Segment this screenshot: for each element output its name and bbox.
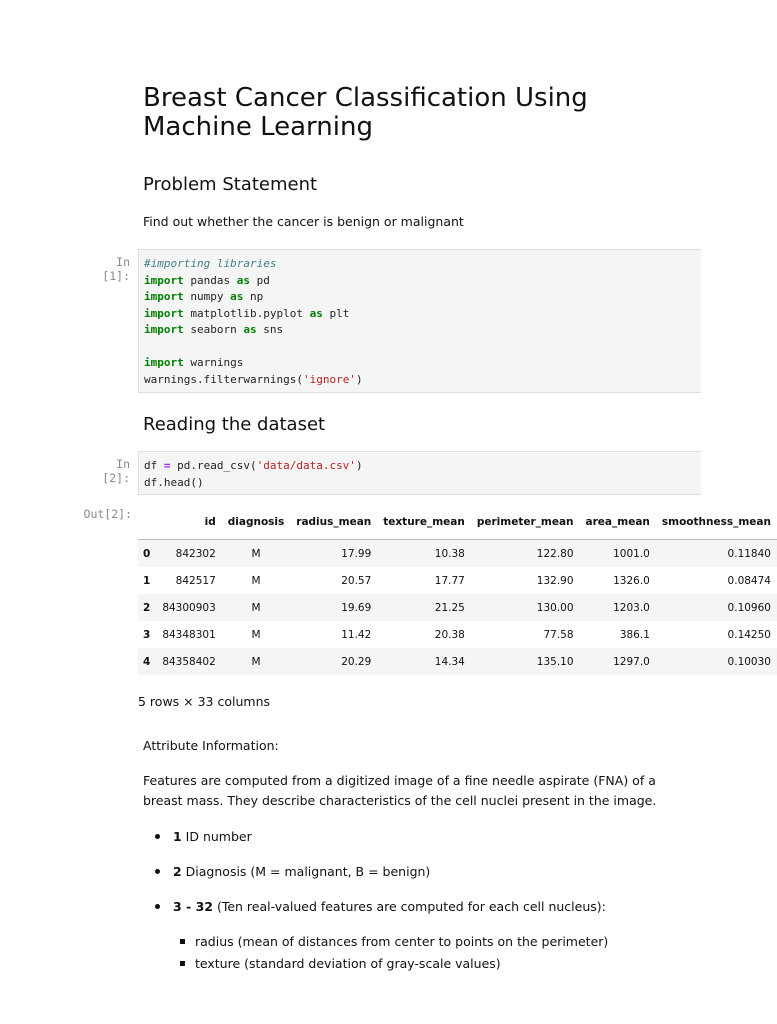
code-text: ) (355, 372, 363, 386)
sub-list-item-text: radius (mean of distances from center to points on the perimeter) (195, 934, 609, 949)
bullet-icon (155, 869, 160, 874)
table-cell: 0.10960 (727, 601, 771, 614)
sub-list-item (143, 931, 723, 953)
table-cell: 10.38 (434, 547, 465, 560)
table-cell: M (251, 601, 261, 614)
code-text: warnings (183, 356, 244, 369)
column-header: radius_mean (296, 516, 372, 528)
table-cell: 842302 (175, 547, 216, 560)
bullet-icon (155, 904, 160, 909)
table-cell: 1326.0 (613, 574, 650, 587)
column-header: diagnosis (227, 516, 285, 528)
code-text: plt (322, 306, 350, 320)
table-cell: 20.57 (341, 574, 372, 587)
list-item-number: 2 (173, 864, 182, 879)
column-header: smoothness_mean (661, 516, 771, 528)
keyword: import (144, 323, 184, 336)
dataframe-output[interactable] (138, 505, 771, 683)
code-text: pd (249, 273, 270, 287)
table-cell: 1297.0 (613, 655, 650, 668)
bullet-icon (155, 834, 160, 839)
table-cell: M (251, 628, 261, 641)
table-cell: 77.58 (543, 628, 574, 641)
table-cell: 122.80 (536, 547, 574, 560)
code-text: warnings.filterwarnings( (144, 372, 303, 386)
list-item-text: Diagnosis (M = malignant, B = benign) (181, 864, 431, 879)
table-cell: 842517 (175, 574, 216, 587)
keyword: as (309, 306, 323, 320)
table-cell: 132.90 (536, 574, 574, 587)
table-cell: M (251, 574, 261, 587)
attribute-list (143, 827, 723, 917)
operator: = (163, 459, 171, 472)
code-text: matplotlib.pyplot (183, 306, 310, 320)
table-cell: M (251, 655, 261, 668)
reading-dataset-heading: Reading the dataset (143, 414, 326, 435)
table-cell: 386.1 (619, 628, 650, 641)
row-index: 3 (143, 628, 151, 641)
table-cell: 135.10 (536, 655, 574, 668)
table-cell: 17.99 (341, 547, 372, 560)
row-index: 4 (143, 655, 151, 668)
table-cell: 84300903 (162, 601, 216, 614)
table-row (138, 621, 777, 648)
code-cell-1[interactable] (138, 249, 701, 393)
table-header-row (138, 505, 777, 540)
list-item-number: 3 - 32 (173, 899, 213, 914)
column-header: id (204, 516, 216, 528)
table-cell: 0.10030 (727, 655, 771, 668)
keyword: import (144, 356, 184, 369)
code-cell-2[interactable] (138, 451, 701, 495)
table-cell: 1001.0 (613, 547, 650, 560)
list-item-number: 1 (173, 829, 182, 844)
keyword: as (236, 273, 250, 287)
table-cell: 84358402 (162, 655, 216, 668)
problem-statement-heading: Problem Statement (143, 174, 318, 195)
table-cell: 1203.0 (613, 601, 650, 614)
sub-list-item-text: texture (standard deviation of gray-scale values) (195, 956, 501, 971)
keyword: as (243, 323, 257, 336)
code-text: () (190, 475, 204, 489)
column-header: area_mean (585, 516, 650, 528)
code-text: sns (256, 323, 284, 336)
list-item (143, 862, 723, 882)
code-text: pandas (183, 273, 237, 287)
code-text: numpy (183, 290, 231, 303)
table-row (138, 567, 777, 594)
code-text: df (144, 459, 164, 472)
table-cell: 21.25 (434, 601, 465, 614)
keyword: as (230, 290, 244, 303)
table-row (138, 540, 777, 568)
table-cell: 20.29 (341, 655, 372, 668)
table-cell: 14.34 (434, 655, 465, 668)
column-header: texture_mean (383, 516, 465, 528)
code-comment: #importing libraries (144, 257, 277, 270)
code-text: ) (355, 459, 363, 472)
list-item (143, 897, 723, 917)
row-index: 0 (143, 547, 151, 560)
attribute-info-heading: Attribute Information: (143, 738, 279, 753)
table-cell: 0.08474 (727, 574, 771, 587)
square-bullet-icon (180, 939, 185, 944)
list-item (143, 827, 723, 847)
feature-sublist (143, 931, 723, 975)
page-title: Breast Cancer Classification Using Machine Learning (143, 83, 588, 142)
code-text: seaborn (183, 323, 244, 336)
table-cell: 11.42 (341, 628, 372, 641)
table-cell: 0.11840 (727, 547, 771, 560)
features-description: Features are computed from a digitized image of a fine needle aspirate (FNA) of a breast mass. They describe characteristics of the cell nuclei present in the image. (143, 773, 657, 808)
code-string: 'data/data.csv' (256, 459, 356, 472)
table-cell: 84348301 (162, 628, 216, 641)
code-text: np (243, 290, 264, 303)
column-header (138, 505, 156, 540)
table-row (138, 594, 777, 621)
list-item-text: (Ten real-valued features are computed for each cell nucleus): (212, 899, 606, 914)
table-cell: 20.38 (434, 628, 465, 641)
sub-list-item (143, 953, 723, 975)
code-string: 'ignore' (302, 372, 356, 386)
keyword: import (144, 306, 184, 320)
keyword: import (144, 290, 184, 303)
row-index: 2 (143, 601, 151, 614)
code-text: df.head (144, 475, 191, 489)
square-bullet-icon (180, 961, 185, 966)
table-row (138, 648, 777, 675)
column-header: perimeter_mean (476, 516, 574, 528)
list-item-text: ID number (181, 829, 252, 844)
table-cell: 130.00 (536, 601, 574, 614)
dataframe-table (138, 505, 777, 675)
cell-1-prompt: In [1]: (102, 255, 130, 283)
code-text: pd.read_csv( (170, 459, 257, 472)
table-cell: 17.77 (434, 574, 465, 587)
table-cell: 0.14250 (727, 628, 771, 641)
table-cell: 19.69 (341, 601, 372, 614)
cell-2-prompt: In [2]: (102, 457, 130, 485)
row-index: 1 (143, 574, 151, 587)
dataframe-shape: 5 rows × 33 columns (138, 694, 271, 709)
keyword: import (144, 273, 184, 287)
out-2-prompt: Out[2]: (83, 507, 132, 521)
table-cell: M (251, 547, 261, 560)
problem-statement-text: Find out whether the cancer is benign or malignant (143, 214, 464, 229)
